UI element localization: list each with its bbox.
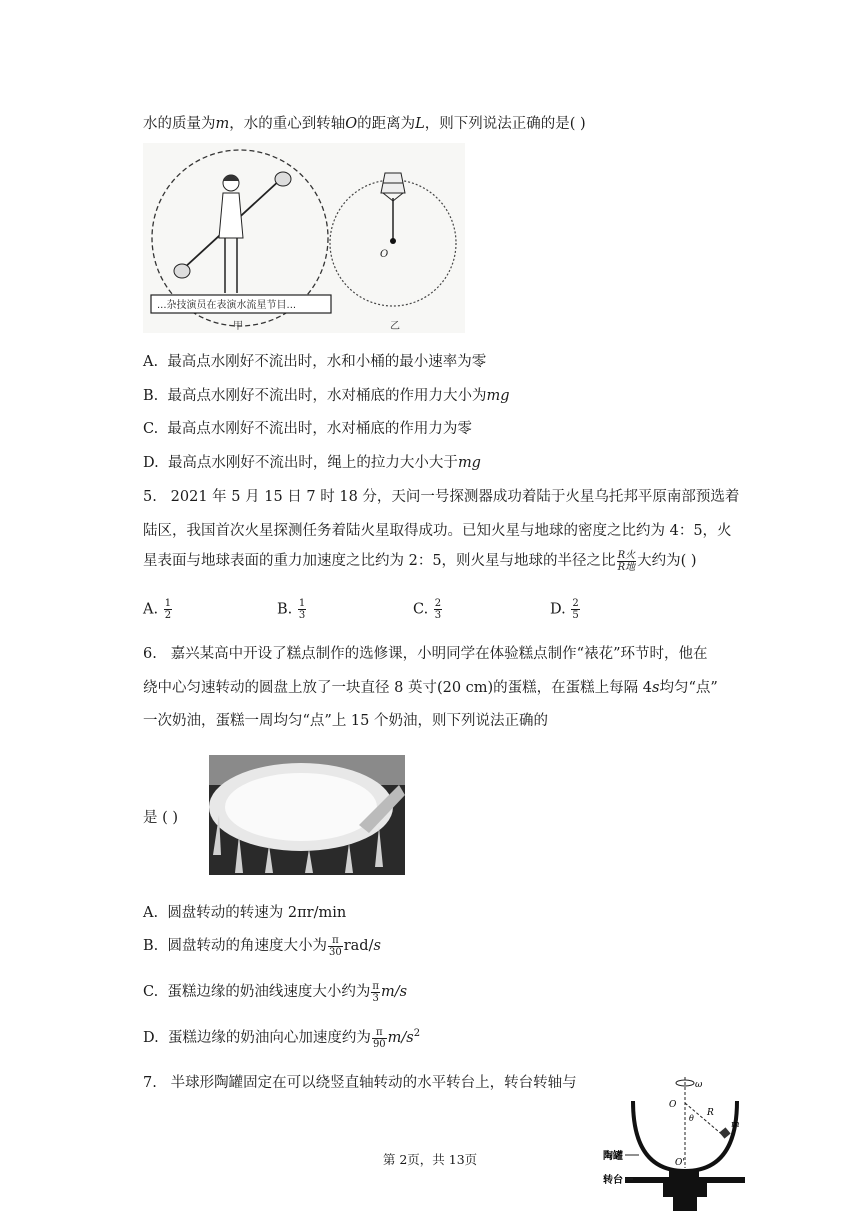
label-o: O <box>380 249 389 260</box>
q5-option-b: B. $\frac{1}{3}$ <box>277 598 306 621</box>
page-footer: 第 2页，共 13页 <box>382 1152 478 1167</box>
label-jia: 甲 <box>233 321 243 332</box>
intro-text: 的距离为 <box>357 116 416 132</box>
q6-option-b: B. 圆盘转动的角速度大小为 $\frac{\pi}{30}$ rad/s <box>143 934 381 958</box>
q6-line2: 绕中心匀速转动的圆盘上放了一块直径 8 英寸(20 cm)的蛋糕，在蛋糕上每隔 4s均匀“点” <box>143 680 718 696</box>
figure-hemisphere-pot <box>603 1073 748 1213</box>
q6-option-a: A. 圆盘转动的转速为 2πr/min <box>143 905 347 921</box>
label-omega: ω <box>695 1080 703 1090</box>
q5-line2: 陆区，我国首次火星探测任务着陆火星取得成功。已知火星与地球的密度之比约为 4：5，火 <box>143 523 732 539</box>
cake-photo-svg <box>209 755 405 875</box>
q6-line1: 6. 嘉兴某高中开设了糕点制作的选修课，小明同学在体验糕点制作“裱花”环节时，他在 <box>143 646 708 662</box>
label-o: O <box>669 1100 677 1110</box>
figure-water-meteor-svg <box>143 143 465 333</box>
question-number: 5. <box>143 489 157 505</box>
label-o-prime: O' <box>675 1158 685 1168</box>
figure-hemisphere-pot-svg <box>603 1073 748 1213</box>
q5-line1: 5. 2021 年 5 月 15 日 7 时 18 分，天问一号探测器成功着陆于火星乌托邦平原南部预选着 <box>143 489 740 505</box>
label-pot: 陶罐 <box>603 1151 623 1162</box>
intro-text: ，水的重心到转轴 <box>229 116 346 132</box>
question-number: 6. <box>143 646 157 662</box>
q5-option-d: D. $\frac{2}{5}$ <box>550 598 579 621</box>
q6-line4: 是 ( ) <box>143 810 179 826</box>
label-r: R <box>707 1108 714 1118</box>
q4-option-b: B. 最高点水刚好不流出时，水对桶底的作用力大小为mg <box>143 388 510 404</box>
label-turntable: 转台 <box>603 1175 623 1186</box>
q6-option-d: D. 蛋糕边缘的奶油向心加速度约为 $\frac{\pi}{90}$ $m/s^2$ <box>143 1026 421 1050</box>
label-m: m <box>731 1120 740 1130</box>
label-yi: 乙 <box>390 321 400 332</box>
figure-caption-box: ...杂技演员在表演水流星节目... <box>157 300 297 311</box>
q5-option-a: A. $\frac{1}{2}$ <box>143 598 172 621</box>
q6-line3: 一次奶油，蛋糕一周均匀“点”上 15 个奶油，则下列说法正确的 <box>143 713 548 729</box>
ratio-fraction: $\frac{\text{R火}}{\text{R地}}$ <box>617 549 636 573</box>
intro-text: 水的质量为 <box>143 116 216 132</box>
var-o: O <box>345 116 358 132</box>
var-m: m <box>215 116 230 132</box>
intro-line <box>143 112 586 133</box>
q4-option-d: D. 最高点水刚好不流出时，绳上的拉力大小大于mg <box>143 455 481 471</box>
q4-option-c: C. 最高点水刚好不流出时，水对桶底的作用力为零 <box>143 421 472 437</box>
q5-option-c: C. $\frac{2}{3}$ <box>413 598 442 621</box>
intro-text: ，则下列说法正确的是( ) <box>424 116 586 132</box>
q6-option-c: C. 蛋糕边缘的奶油线速度大小约为 $\frac{\pi}{3}$ m/s <box>143 980 408 1004</box>
q7-line1: 7. 半球形陶罐固定在可以绕竖直轴转动的水平转台上，转台转轴与 <box>143 1075 577 1091</box>
cake-photo <box>209 755 405 875</box>
label-theta: θ <box>689 1114 694 1123</box>
q5-line3: 星表面与地球表面的重力加速度之比约为 2：5，则火星与地球的半径之比 $\frac{\text{R火}}{\text{R地}}$ 大约为( ) <box>143 549 697 573</box>
var-l: L <box>415 116 425 132</box>
figure-water-meteor <box>143 143 465 333</box>
question-number: 7. <box>143 1075 157 1091</box>
q4-option-a: A. 最高点水刚好不流出时，水和小桶的最小速率为零 <box>143 354 487 370</box>
